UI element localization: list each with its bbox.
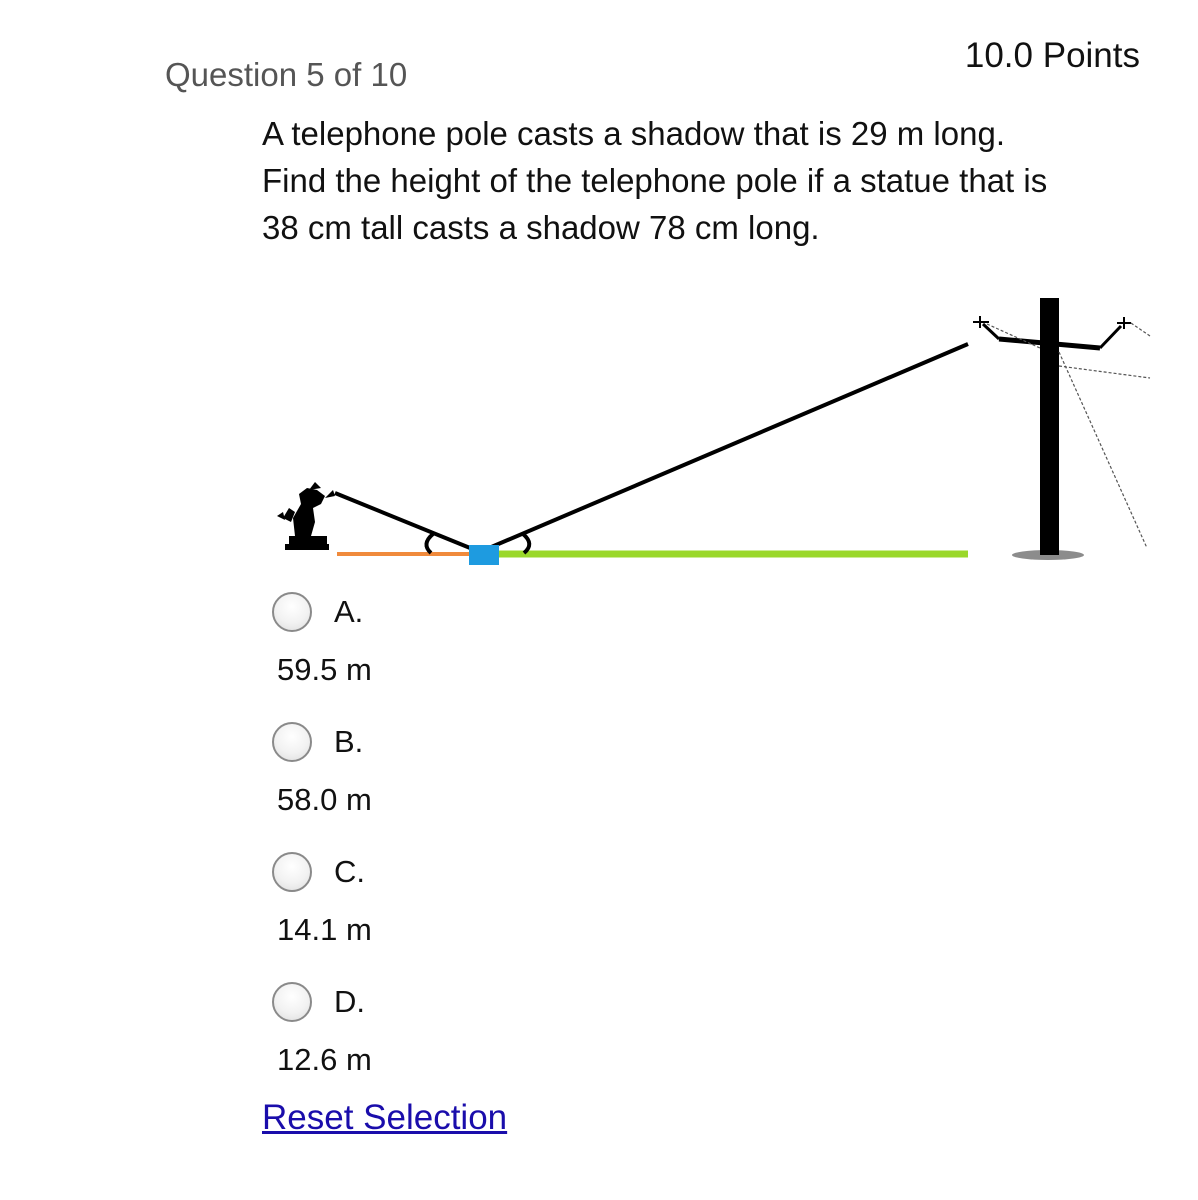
pole-sight-line xyxy=(489,344,968,548)
option-a-row[interactable] xyxy=(272,592,372,632)
reset-selection-link[interactable]: Reset Selection xyxy=(262,1098,508,1137)
option-b-row[interactable] xyxy=(272,722,372,762)
right-angle-arc xyxy=(523,534,529,553)
points-value: 10.0 Points xyxy=(964,36,1140,75)
question-line: A telephone pole casts a shadow that is 29 m long. xyxy=(262,115,1005,152)
question-counter: Question 5 of 10 xyxy=(165,56,408,93)
shadow-diagram xyxy=(265,290,1165,570)
left-angle-arc xyxy=(426,534,433,553)
option-b-letter: B. xyxy=(334,724,364,759)
option-a-letter: A. xyxy=(334,594,364,629)
question-line: Find the height of the telephone pole if a statue that is xyxy=(262,162,1048,199)
option-c-letter: C. xyxy=(334,854,365,889)
option-d-letter: D. xyxy=(334,984,365,1019)
option-d-row[interactable] xyxy=(272,982,372,1022)
telephone-pole-icon xyxy=(973,298,1150,560)
option-b xyxy=(272,722,372,818)
option-d-value: 12.6 m xyxy=(277,1042,372,1077)
statue-icon xyxy=(277,482,335,550)
option-b-value: 58.0 m xyxy=(277,782,372,817)
option-d xyxy=(272,982,372,1078)
statue-sight-line xyxy=(335,493,475,550)
question-text xyxy=(262,110,1162,251)
option-a xyxy=(272,592,372,688)
mirror-icon xyxy=(469,545,499,565)
option-c-value: 14.1 m xyxy=(277,912,372,947)
option-d-radio[interactable] xyxy=(272,982,312,1022)
option-a-value: 59.5 m xyxy=(277,652,372,687)
option-b-radio[interactable] xyxy=(272,722,312,762)
option-c xyxy=(272,852,372,948)
question-line: 38 cm tall casts a shadow 78 cm long. xyxy=(262,209,820,246)
option-c-radio[interactable] xyxy=(272,852,312,892)
option-c-row[interactable] xyxy=(272,852,372,892)
option-a-radio[interactable] xyxy=(272,592,312,632)
